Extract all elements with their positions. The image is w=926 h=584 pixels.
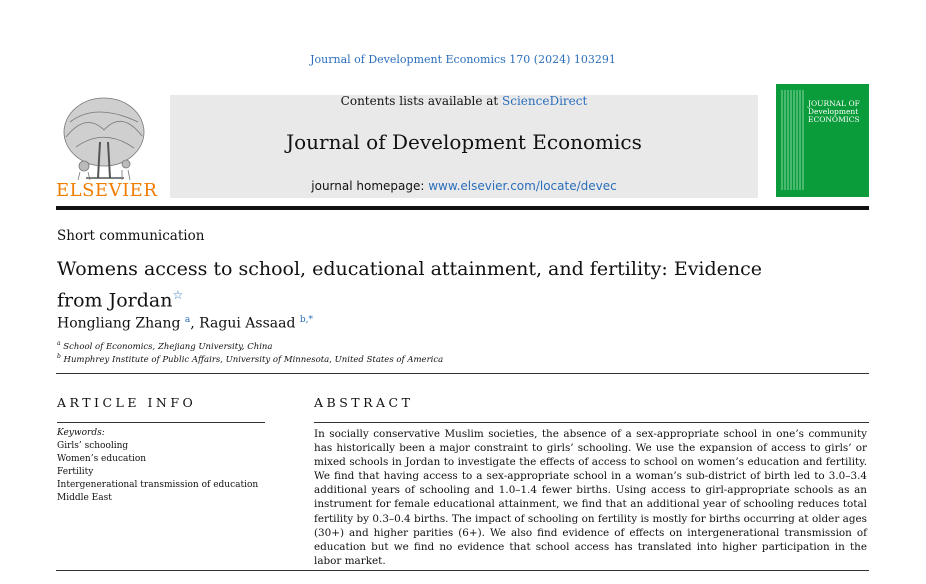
affiliation-mark: a xyxy=(57,340,61,347)
keyword-item: Middle East xyxy=(57,493,112,503)
article-title xyxy=(57,256,777,313)
author-affiliation-mark[interactable]: a xyxy=(184,315,191,325)
article-info-heading: ARTICLE INFO xyxy=(57,395,197,410)
author-name: Ragui Assaad xyxy=(199,315,296,332)
affiliation-text: Humphrey Institute of Public Affairs, University of Minnesota, United States of America xyxy=(63,354,444,365)
affiliation-a xyxy=(57,340,272,352)
homepage-prefix: journal homepage: xyxy=(311,179,429,193)
contents-line xyxy=(170,94,758,108)
cover-title xyxy=(808,100,860,124)
abstract-text: In socially conservative Muslim societies, the absence of a sex-appropriate school in one’s community has historically been a major constraint to girls’ schooling. We use the expansion of access to girls’ or mixed schools in Jordan to investigate the effects of access to school on women’s education and fertility. We find that having access to a sex-appropriate school in a woman’s sub-district of birth led to 3.0–3.4 additional years of schooling and 1.0–1.4 fewer births. Using access to girl-appropriate schools as an instrument for female educational attainment, we find that an additional year of schooling reduces total fertility by 0.3–0.4 births. The impact of schooling on fertility is mostly for births occurring at older ages (30+) and higher parities (6+). We also find evidence of effects on intergenerational transmission of education but we find no evidence that school access has translated into higher participation in the labor market. xyxy=(314,428,867,567)
journal-title: Journal of Development Economics xyxy=(286,130,642,154)
author-separator: , xyxy=(190,315,200,332)
header-divider xyxy=(56,206,869,210)
article-info-rule xyxy=(57,422,265,423)
author-name: Hongliang Zhang xyxy=(57,315,181,332)
title-line-2 xyxy=(57,282,777,313)
keywords-label: Keywords: xyxy=(57,428,105,438)
title-footnote-star-icon[interactable]: ☆ xyxy=(172,288,184,302)
keywords-block xyxy=(57,427,258,505)
author-list xyxy=(57,315,313,332)
affiliation-b xyxy=(57,353,443,365)
cover-title-line: ECONOMICS xyxy=(808,115,860,124)
title-line-2-text: from Jordan xyxy=(57,289,173,312)
homepage-line xyxy=(170,179,758,193)
abstract-heading: ABSTRACT xyxy=(314,395,414,410)
cover-stripes xyxy=(780,90,806,190)
citation-link[interactable]: Journal of Development Economics 170 (2024) 103291 xyxy=(310,53,616,66)
journal-citation[interactable] xyxy=(0,53,926,66)
sciencedirect-link[interactable]: ScienceDirect xyxy=(502,94,588,108)
contents-prefix: Contents lists available at xyxy=(340,94,503,108)
article-type: Short communication xyxy=(57,228,205,244)
title-line-1: Womens access to school, educational attainment, and fertility: Evidence xyxy=(57,258,763,280)
keyword-item: Girls’ schooling xyxy=(57,441,129,451)
journal-cover xyxy=(776,84,869,197)
keyword-item: Intergenerational transmission of education xyxy=(57,480,259,490)
cover-title-line: JOURNAL OF xyxy=(808,99,860,108)
publisher-name: ELSEVIER xyxy=(56,180,158,201)
keyword-item: Women’s education xyxy=(57,454,147,464)
cover-title-line: Development xyxy=(808,107,859,116)
keyword-item: Fertility xyxy=(57,467,94,477)
affiliation-text: School of Economics, Zhejiang University, China xyxy=(63,341,273,352)
author-affiliation-mark[interactable]: b,* xyxy=(299,315,313,325)
abstract-rule xyxy=(314,422,869,423)
section-divider xyxy=(56,373,869,374)
bottom-divider xyxy=(56,570,869,571)
affiliation-mark: b xyxy=(57,353,61,360)
homepage-link[interactable]: www.elsevier.com/locate/devec xyxy=(428,179,617,193)
